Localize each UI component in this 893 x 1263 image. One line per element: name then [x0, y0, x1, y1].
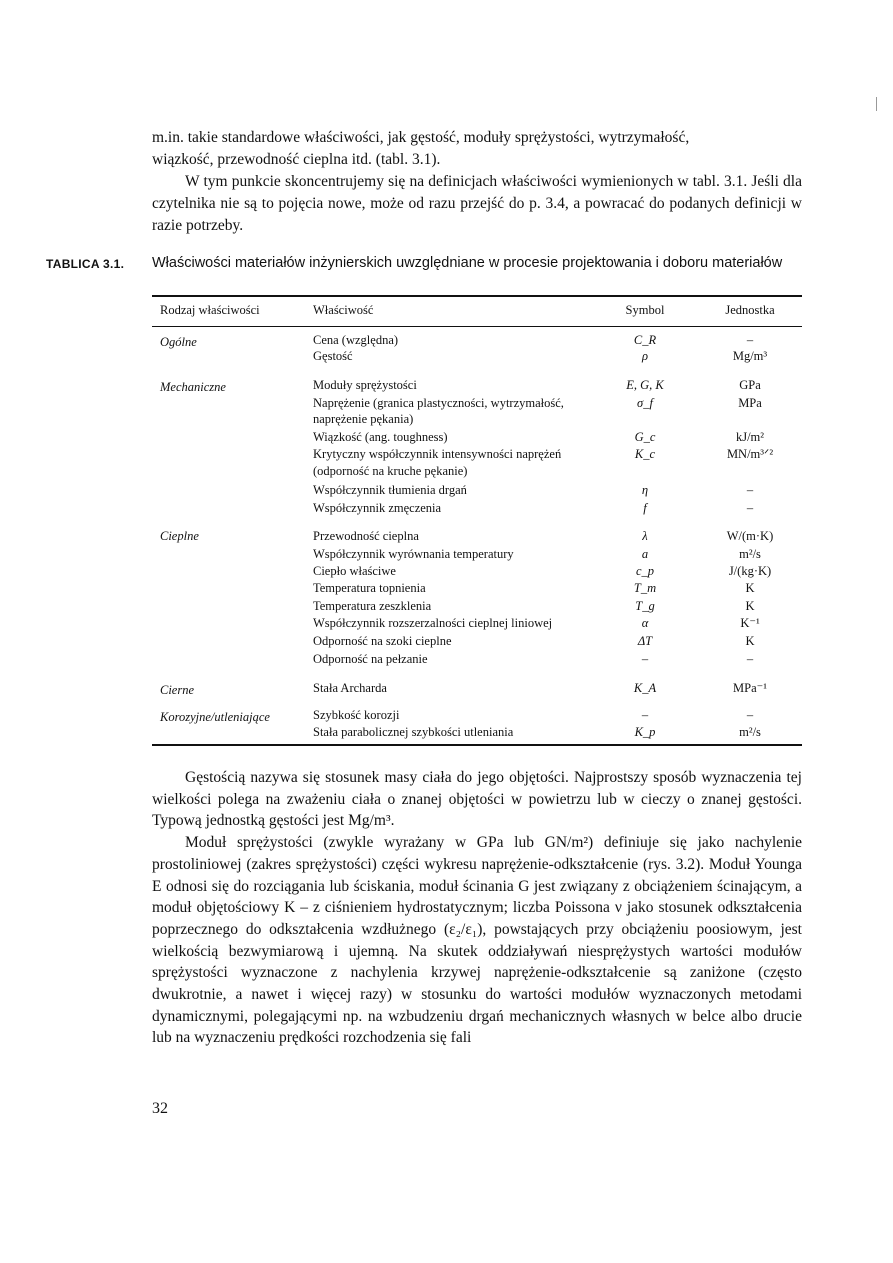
row-0-symbol: C_R	[633, 333, 657, 347]
row-4-property: naprężenie pękania)	[313, 412, 414, 426]
header-unit: Jednostka	[725, 303, 775, 317]
row-11-property: Współczynnik wyrównania temperatury	[313, 547, 514, 561]
row-12-property: Ciepło właściwe	[313, 564, 396, 578]
row-17-symbol: –	[641, 652, 649, 666]
row-5-symbol: G_c	[634, 430, 656, 444]
row-10-property: Przewodność cieplna	[313, 529, 419, 543]
row-1-property: Gęstość	[313, 349, 353, 363]
row-2-symbol: E, G, K	[626, 378, 664, 392]
table-top-rule	[152, 295, 802, 297]
row-14-unit: K	[745, 599, 755, 613]
row-18-unit: MPa⁻¹	[733, 681, 767, 695]
row-16-unit: K	[745, 634, 755, 648]
row-6-unit: MN/m³ᐟ²	[726, 447, 774, 461]
table-bottom-rule	[152, 744, 802, 746]
row-9-property: Współczynnik zmęczenia	[313, 501, 442, 515]
row-0-property: Cena (względna)	[313, 333, 399, 347]
row-1-unit: Mg/m³	[732, 349, 768, 363]
intro-line-2: wiązkość, przewodność cieplna itd. (tabl. 3.1).	[152, 151, 441, 168]
row-10-symbol: λ	[642, 529, 648, 543]
row-9-symbol: f	[643, 501, 647, 515]
row-16-property: Odporność na szoki cieplne	[313, 634, 452, 648]
row-14-property: Temperatura zeszklenia	[313, 599, 432, 613]
row-8-symbol: η	[641, 483, 649, 497]
row-18-symbol: K_A	[633, 681, 657, 695]
row-20-symbol: K_p	[634, 725, 656, 739]
page-number: 32	[152, 1100, 168, 1117]
row-19-symbol: –	[641, 708, 649, 722]
row-3-unit: MPa	[738, 396, 762, 410]
row-10-unit: W/(m·K)	[726, 529, 774, 543]
row-1-symbol: ρ	[642, 349, 648, 363]
intro-text	[152, 127, 802, 237]
body-text	[152, 767, 802, 1049]
category-thermal: Cieplne	[160, 529, 199, 543]
row-17-unit: –	[746, 652, 754, 666]
table-label: TABLICA 3.1.	[46, 257, 125, 271]
row-2-property: Moduły sprężystości	[313, 378, 417, 392]
row-3-property: Naprężenie (granica plastyczności, wytrzymałość,	[313, 396, 564, 410]
header-symbol: Symbol	[625, 303, 665, 317]
category-corrosion: Korozyjne/utleniające	[160, 710, 270, 724]
row-12-unit: J/(kg·K)	[728, 564, 772, 578]
row-9-unit: –	[746, 501, 754, 515]
modulus-paragraph: Moduł sprężystości (zwykle wyrażany w GPa lub GN/m²) definiuje się jako nachylenie prostoliniowej (zakres sprężystości) części wykresu naprężenie-odkształcenie (rys. 3.2). Moduł Younga E odnosi się do rozciągania lub ściskania, moduł ścinania G jest związany z obciążeniem ścinającym, a moduł objętościowy K – z ciśnieniem hydrostatycznym; liczba Poissona ν jako stosunek odkształcenia poprzecznego do odkształcenia wzdłużnego (ε₂/ε₁), powstających przy obciążeniu poosiowym, jest wielkością bezwymiarową i ujemną. Na skutek oddziaływań niesprężystych wartości modułów sprężystości wyznaczone z nachylenia krzywej naprężenie-odkształcenie są zaniżone (często dwukrotnie, a nawet i więcej razy) w stosunku do wartości modułów wyznaczonych metodami dynamicznymi, polegającymi np. na wzbudzeniu drgań mechanicznych własnych w belce albo drucie lub na wyznaczeniu prędkości rozchodzenia się fali	[152, 834, 802, 1047]
row-2-unit: GPa	[739, 378, 761, 392]
row-14-symbol: T_g	[635, 599, 655, 613]
table-caption: Właściwości materiałów inżynierskich uwzględniane w procesie projektowania i doboru materiałów	[152, 255, 783, 271]
row-0-unit: –	[746, 333, 754, 347]
scan-margin-mark	[876, 97, 877, 111]
row-12-symbol: c_p	[635, 564, 655, 578]
category-wear: Cierne	[160, 683, 195, 697]
row-17-property: Odporność na pełzanie	[313, 652, 428, 666]
category-general: Ogólne	[160, 335, 197, 349]
row-20-property: Stała parabolicznej szybkości utleniania	[313, 725, 514, 739]
row-6-symbol: K_c	[634, 447, 656, 461]
category-mechanical: Mechaniczne	[160, 380, 226, 394]
row-18-property: Stała Archarda	[313, 681, 387, 695]
row-19-unit: –	[746, 708, 754, 722]
row-8-unit: –	[746, 483, 754, 497]
header-category: Rodzaj właściwości	[160, 303, 260, 317]
row-5-property: Wiązkość (ang. toughness)	[313, 430, 448, 444]
row-16-symbol: ΔT	[637, 634, 653, 648]
row-3-symbol: σ_f	[637, 396, 653, 410]
row-11-symbol: a	[641, 547, 649, 561]
row-15-symbol: α	[641, 616, 649, 630]
intro-line-1: m.in. takie standardowe właściwości, jak gęstość, moduły sprężystości, wytrzymałość,	[152, 129, 690, 146]
row-8-property: Współczynnik tłumienia drgań	[313, 483, 467, 497]
intro-paragraph-2: W tym punkcie skoncentrujemy się na definicjach właściwości wymienionych w tabl. 3.1. Jeśli dla czytelnika nie są to pojęcia nowe, może od razu przejść do p. 3.4, a powracać do podanych definicji w razie potrzeby.	[152, 173, 802, 234]
row-15-property: Współczynnik rozszerzalności cieplnej liniowej	[313, 616, 553, 630]
row-19-property: Szybkość korozji	[313, 708, 400, 722]
row-11-unit: m²/s	[739, 547, 761, 561]
row-20-unit: m²/s	[739, 725, 761, 739]
row-13-unit: K	[745, 581, 755, 595]
row-6-property: Krytyczny współczynnik intensywności naprężeń	[313, 447, 562, 461]
row-7-property: (odporność na kruche pękanie)	[313, 464, 468, 478]
density-paragraph: Gęstością nazywa się stosunek masy ciała do jego objętości. Najprostszy sposób wyznaczenia tej wielkości polega na zważeniu ciała o znanej objętości w powietrzu lub w cieczy o znanej gęstości. Typową jednostką gęstości jest Mg/m³.	[152, 769, 802, 830]
row-13-property: Temperatura topnienia	[313, 581, 426, 595]
row-5-unit: kJ/m²	[735, 430, 765, 444]
table-header-rule	[152, 326, 802, 327]
header-property: Właściwość	[313, 303, 374, 317]
row-13-symbol: T_m	[633, 581, 657, 595]
row-15-unit: K⁻¹	[740, 616, 760, 630]
